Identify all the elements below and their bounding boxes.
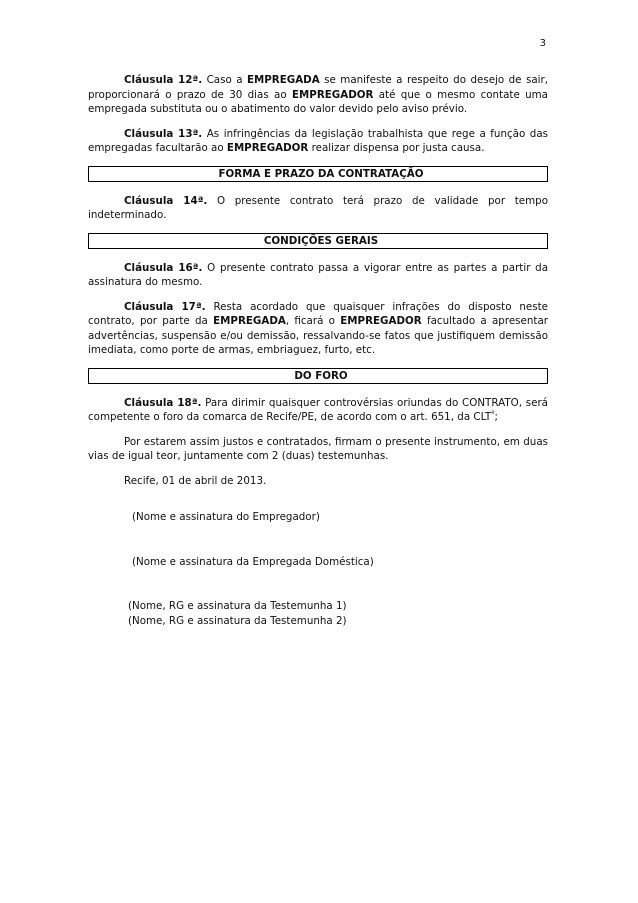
page-number: 3: [539, 38, 546, 49]
closing-paragraph: Por estarem assim justos e contratados, firmam o presente instrumento, em duas vias de igual teor, juntamente com 2 (duas) testemunhas.: [88, 435, 548, 462]
signature-witness-1: (Nome, RG e assinatura da Testemunha 1): [128, 600, 347, 612]
place-date: Recife, 01 de abril de 2013.: [124, 474, 267, 487]
clause-17: Cláusula 17ª. Resta acordado que quaisquer infrações do disposto neste contrato, por parte da EMPREGADA, ficará o EMPREGADOR facultado a apresentar advertências, suspensão e/ou demissão, ressalvando-se fatos que justifiquem demissão imediata, como porte de armas, embriaguez, furto, etc.: [88, 300, 548, 356]
clause-13: Cláusula 13ª. As infringências da legislação trabalhista que rege a função das empregadas facultarão ao EMPREGADOR realizar dispensa por justa causa.: [88, 127, 549, 154]
signature-witness-2: (Nome, RG e assinatura da Testemunha 2): [128, 614, 347, 627]
section-do-foro: DO FORO: [88, 368, 548, 384]
clause-12-title: Cláusula 12ª.: [124, 74, 203, 86]
clause-17-title: Cláusula 17ª.: [124, 300, 206, 313]
clause-14-title: Cláusula 14ª.: [124, 194, 208, 207]
clause-18: Cláusula 18ª. Para dirimir quaisquer controvérsias oriundas do CONTRATO, será competente o foro da comarca de Recife/PE, de acordo com o art. 651, da $CLT^º$;: [88, 396, 548, 423]
clause-16-title: Cláusula 16ª.: [124, 261, 203, 274]
clause-13-title: Cláusula 13ª.: [124, 127, 203, 140]
clause-12: Cláusula 12ª. Caso a EMPREGADA se manifeste a respeito do desejo de sair, proporcionará o prazo de 30 dias ao EMPREGADOR até que o mesmo contate uma empregada substituta ou o abatimento do valor devido pelo aviso prévio.: [88, 74, 549, 115]
clause-16: Cláusula 16ª. O presente contrato passa a vigorar entre as partes a partir da assinatura do mesmo.: [88, 261, 549, 288]
signature-employer: (Nome e assinatura do Empregador): [132, 511, 320, 523]
section-condicoes-gerais: CONDIÇÕES GERAIS: [88, 233, 548, 249]
signature-employee: (Nome e assinatura da Empregada Doméstica): [132, 555, 374, 568]
section-forma-prazo: FORMA E PRAZO DA CONTRATAÇÃO: [88, 166, 548, 182]
document-body: [88, 73, 548, 628]
clause-18-title: Cláusula 18ª.: [124, 396, 202, 409]
clause-14: Cláusula 14ª. O presente contrato terá prazo de validade por tempo indeterminado.: [88, 194, 548, 221]
